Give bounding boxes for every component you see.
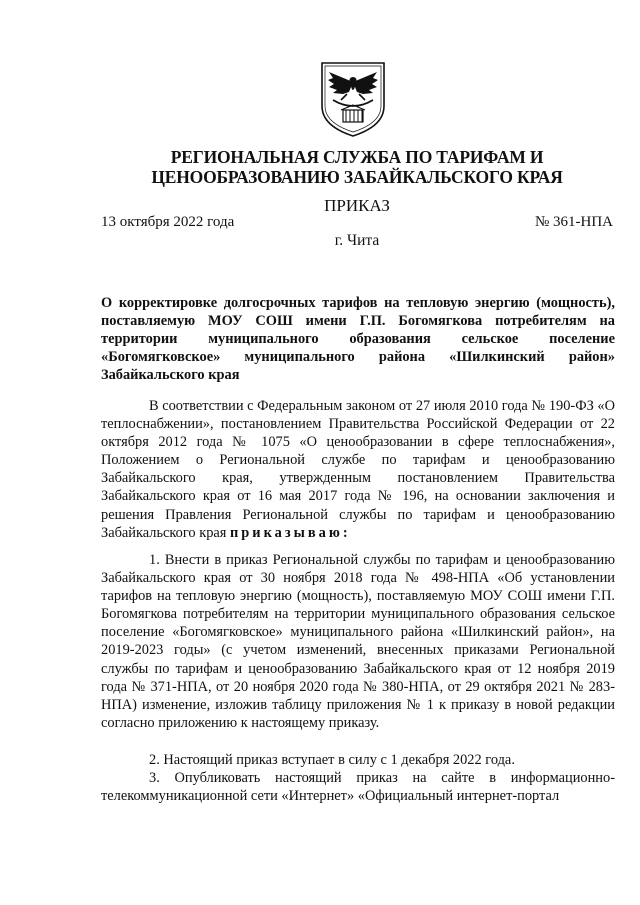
preamble-paragraph [101,397,615,542]
order-date: 13 октября 2022 года [101,214,235,230]
order-item-3: 3. Опубликовать настоящий приказ на сайте в информационно-телекоммуникационной сети «Интернет» «Официальный интернет-портал [101,770,615,805]
document-type: ПРИКАЗ [324,196,390,215]
order-number: № 361-НПА [534,214,613,230]
order-item-1: 1. Внести в приказ Региональной службы по тарифам и ценообразованию Забайкальского края от 30 ноября 2018 года № 498-НПА «Об установлении тарифов на тепловую энергию (мощность), поставляемую МОУ СОШ имени Г.П. Богомягкова потребителям на территории муниципального образования сельское поселение «Богомягковское» муниципального района «Шилкинский район», на 2019-2023 годы» (с учетом изменений, внесенных приказами Региональной службы по тарифам и ценообразованию Забайкальского края от 12 ноября 2019 года № 371-НПА, от 20 ноября 2020 года № 380-НПА, от 29 октября 2021 № 283-НПА) изменение, изложив таблицу приложения № 1 к приказу в новой редакции согласно приложению к настоящему приказу. [101,552,615,731]
order-subject: О корректировке долгосрочных тарифов на тепловую энергию (мощность), поставляемую МОУ СОШ имени Г.П. Богомягкова потребителям на территории муниципального образования сельское поселение «Богомягковское» муниципального района «Шилкинский район» Забайкальского края [101,295,615,384]
order-item-2: 2. Настоящий приказ вступает в силу с 1 декабря 2022 года. [149,752,515,768]
coat-of-arms-icon [319,60,387,138]
order-keyword: приказываю: [230,524,351,541]
preamble-text: В соответствии с Федеральным законом от 27 июля 2010 года № 190-ФЗ «О теплоснабжении», постановлением Правительства Российской Федерации от 22 октября 2012 года № 1075 «О ценообразовании в сфере теплоснабжения», Положением о Региональной службе по тарифам и ценообразованию Забайкальского края, утвержденным постановлением Правительства Забайкальского края от 16 мая 2017 года № 196, на основании заключения и решения Правления Региональной службы по тарифам и ценообразованию Забайкальского края [101,398,615,541]
order-city: г. Чита [334,232,380,249]
agency-title-line1: РЕГИОНАЛЬНАЯ СЛУЖБА ПО ТАРИФАМ И [170,147,544,167]
agency-title-line2: ЦЕНООБРАЗОВАНИЮ ЗАБАЙКАЛЬСКОГО КРАЯ [151,167,563,187]
